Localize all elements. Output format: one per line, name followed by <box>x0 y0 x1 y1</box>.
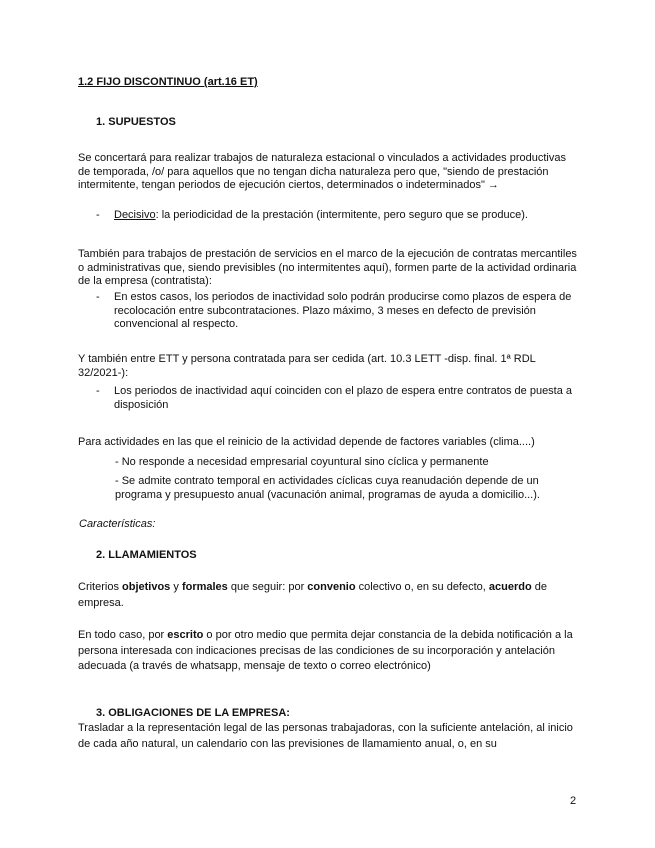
paragraph-supuestos-3: Y también entre ETT y persona contratada para ser cedida (art. 10.3 LETT -disp. final. 1ª RDL 32/2021-): <box>78 353 536 379</box>
paragraph-obligaciones: Trasladar a la representación legal de las personas trabajadoras, con la suficiente antelación, al inicio de cada año natural, un calendario con las previsiones de llamamiento anual, o, en su <box>78 722 573 750</box>
bold-escrito: escrito <box>167 629 204 641</box>
text-run: de empresa. <box>78 581 547 609</box>
heading-llamamientos: 2. LLAMAMIENTOS <box>96 549 197 561</box>
paragraph-supuestos-2: También para trabajos de prestación de servicios en el marco de la ejecución de contratas mercantiles o administrativas que, siendo previsibles (no intermitentes aquí), formen parte de la actividad ordinaria de la empresa (contratista): <box>78 248 577 287</box>
bullet-dash: - <box>96 385 100 397</box>
text-run: y <box>170 581 182 593</box>
text-run: o por otro medio que permita dejar constancia de la debida notificación a la persona interesada con indicaciones precisas de las condiciones de su incorporación y antelación adecuada (a través de whatsapp, mensaje de texto o correo electrónico) <box>78 629 573 672</box>
bold-acuerdo: acuerdo <box>488 581 532 593</box>
section-title: 1.2 FIJO DISCONTINUO (art.16 ET) <box>78 76 258 88</box>
heading-supuestos: 1. SUPUESTOS <box>96 116 176 128</box>
subitem-ciclica: - No responde a necesidad empresarial coyuntural sino cíclica y permanente <box>115 456 489 468</box>
text-run: Criterios <box>78 581 123 593</box>
paragraph-supuestos-1: Se concertará para realizar trabajos de naturaleza estacional o vinculados a actividades productivas de temporada, /o/ para aquellos que no tengan dicha naturaleza pero que, "siendo de prestación intermitente, tengan periodos de ejecución ciertos, determinados o indeterminados" → <box>78 152 566 191</box>
paragraph-llamamientos-2 <box>78 628 578 675</box>
bullet-inactividad-ett: Los periodos de inactividad aquí coinciden con el plazo de espera entre contratos de puesta a disposición <box>114 385 573 411</box>
bold-objetivos: objetivos <box>122 581 171 593</box>
text-run: que seguir: por <box>227 581 308 593</box>
bold-convenio: convenio <box>307 581 356 593</box>
bullet-decisivo-text: : la periodicidad de la prestación (intermitente, pero seguro que se produce). <box>155 209 528 221</box>
bold-formales: formales <box>181 581 228 593</box>
bullet-dash: - <box>96 209 100 221</box>
bullet-dash: - <box>96 291 100 303</box>
paragraph-llamamientos-1 <box>78 580 578 611</box>
page-number: 2 <box>570 795 577 807</box>
heading-obligaciones: 3. OBLIGACIONES DE LA EMPRESA: <box>96 707 290 719</box>
bullet-inactividad-contratas: En estos casos, los periodos de inactividad solo podrán producirse como plazos de espera de recolocación entre subcontrataciones. Plazo máximo, 3 meses en defecto de previsión convencional al respecto. <box>114 291 572 330</box>
subitem-contrato-temporal: - Se admite contrato temporal en actividades cíclicas cuya reanudación depende de un programa y presupuesto anual (vacunación animal, programas de ayuda a domicilio...). <box>115 475 540 501</box>
caracteristicas-label: Características: <box>79 518 156 530</box>
text-run: En todo caso, por <box>78 629 168 641</box>
text-run: colectivo o, en su defecto, <box>355 581 489 593</box>
bullet-decisivo-label: Decisivo <box>114 209 156 221</box>
bullet-decisivo <box>114 209 578 223</box>
paragraph-supuestos-4: Para actividades en las que el reinicio de la actividad depende de factores variables (clima....) <box>78 436 535 448</box>
